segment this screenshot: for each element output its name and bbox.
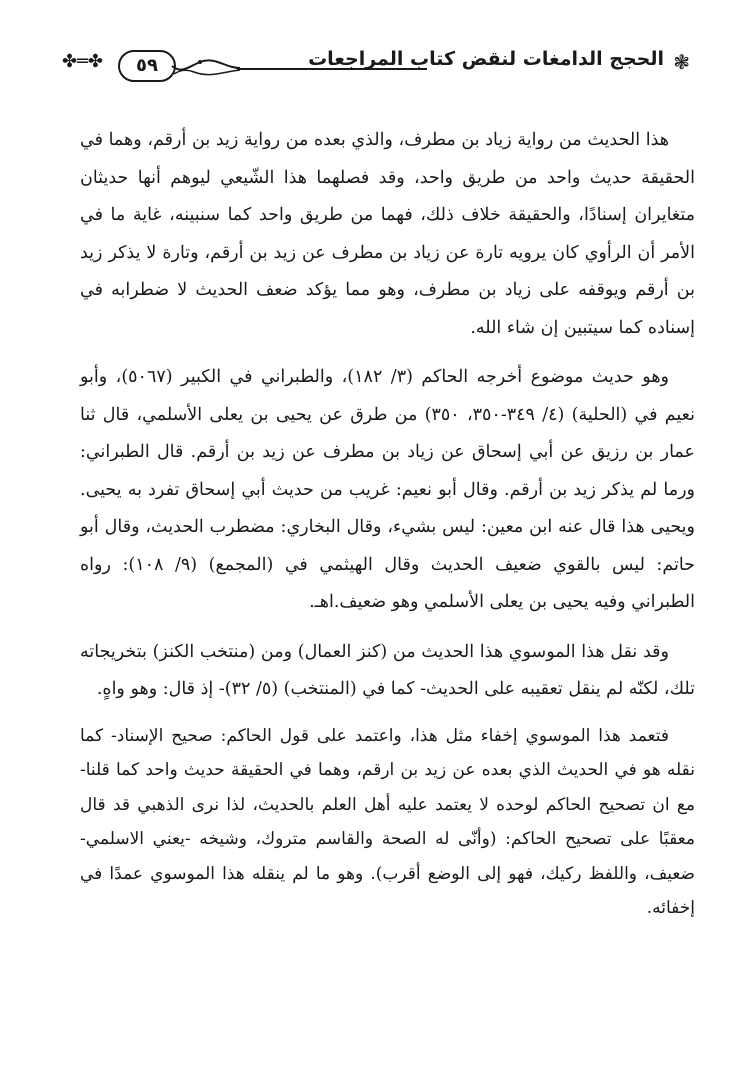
- header-ornament-left: ✤═✤: [62, 51, 104, 72]
- paragraph-4: فتعمد هذا الموسوي إخفاء مثل هذا، واعتمد على قول الحاكم: صحيح الإسناد- كما نقله هو في الحديث الذي بعده عن زيد بن ارقم، وهما في الحقيقة حديث واحد كما قلنا- مع ان تصحيح الحاكم لوحده لا يعتمد عليه أهل العلم بالحديث، لذا نرى الذهبي قد قال معقبًا على تصحيح الحاكم: (وأنّى له الصحة والقاسم متروك، وشيخه -يعني الاسلمي- ضعيف، واللفظ ركيك، فهو إلى الوضع أقرب). وهو ما لم ينقله هذا الموسوي عمدًا في إخفائه.: [80, 725, 695, 918]
- running-header: [62, 40, 690, 88]
- header-swirl-ornament: [170, 48, 242, 82]
- paragraph-3: وقد نقل هذا الموسوي هذا الحديث من (كنز العمال) ومن (منتخب الكنز) بتخريجاته تلك، لكنّه لم ينقل تعقيبه على الحديث- كما في (المنتخب) (٥/ ٣٢)- إذ قال: وهو واهٍ.: [80, 641, 695, 699]
- paragraph-2: وهو حديث موضوع أخرجه الحاكم (٣/ ١٨٢)، والطبراني في الكبير (٥٠٦٧)، وأبو نعيم في (الحلية) (٤/ ٣٤٩-٣٥٠، ٣٥٠) من طرق عن يحيى بن يعلى الأسلمي، قال ثنا عمار بن رزيق عن أبي إسحاق عن زياد بن مطرف عن زيد بن أرقم. قال الطبراني: ورما لم يذكر زيد بن أرقم. وقال أبو نعيم: غريب من حديث أبي إسحاق تفرد به يحيى. ويحيى هذا قال عنه ابن معين: ليس بشيء، وقال البخاري: مضطرب الحديث، وقال أبو حاتم: ليس بالقوي ضعيف الحديث وقال الهيثمي في (المجمع) (٩/ ١٠٨): رواه الطبراني وفيه يحيى بن يعلى الأسلمي وهو ضعيف.اهـ.: [80, 367, 696, 612]
- header-ornament-right: ❃: [673, 50, 690, 74]
- page-number: ٥٩: [136, 55, 158, 76]
- book-title: الحجج الدامغات لنقض كتاب المراجعات: [308, 48, 664, 70]
- header-rule: [237, 68, 427, 70]
- page-number-badge: [118, 50, 176, 82]
- paragraph-1: هذا الحديث من رواية زياد بن مطرف، والذي بعده من رواية زيد بن أرقم، وهما في الحقيقة حديث واحد من طريق واحد، وقد فصلهما هذا الشّيعي ليوهم أنها حديثان متغايران إسنادًا، والحقيقة خلاف ذلك، فهما من طريق واحد كما سنبينه، غاية ما في الأمر أن الرأوي كان يرويه تارة عن زياد بن مطرف عن زيد بن أرقم، وتارة لا يذكر زيد بن أرقم ويوقفه على زياد بن مطرف، وهو مما يؤكد ضعف الحديث لا ضطرابه في إسناده كما سيتبين إن شاء الله.: [80, 130, 695, 338]
- page-body: [80, 122, 695, 926]
